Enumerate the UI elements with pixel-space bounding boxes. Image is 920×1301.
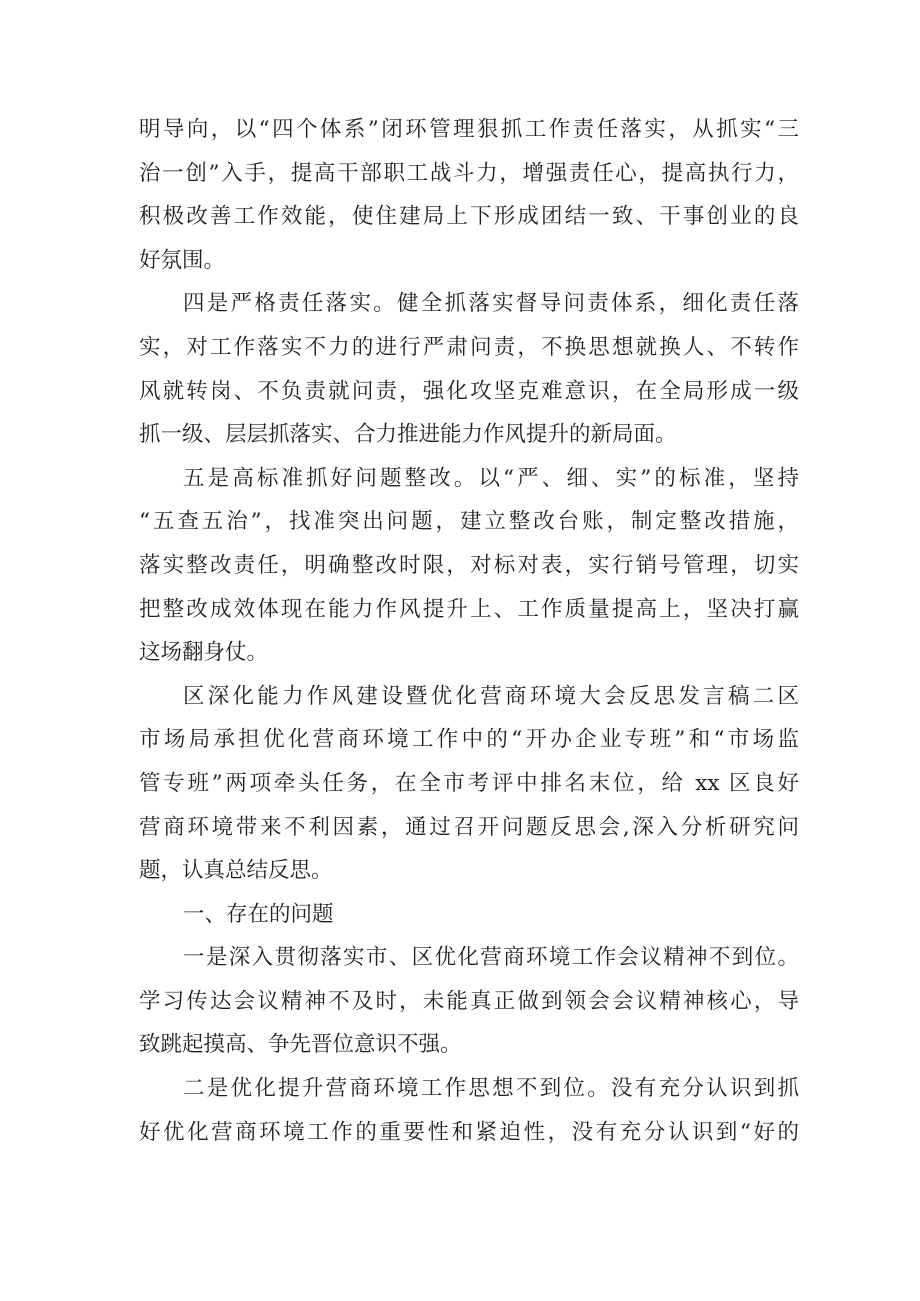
- paragraph: [139, 282, 799, 456]
- paragraph: [139, 675, 799, 893]
- text-line: 落实整改责任，明确整改时限，对标对表，实行销号管理，切实: [139, 552, 799, 578]
- text-line: 明导向，以“四个体系”闭环管理狠抓工作责任落实，从抓实“三: [139, 117, 799, 142]
- text-line: 五是高标准抓好问题整改。以“严、细、实”的标准，坚持: [183, 465, 799, 491]
- text-line: 治一创”入手，提高干部职工战斗力，增强责任心，提高执行力，: [139, 160, 799, 186]
- text-line: 四是严格责任落实。健全抓落实督导问责体系，细化责任落: [183, 291, 799, 317]
- paragraph: [139, 457, 799, 675]
- text-line: 积极改善工作效能，使住建局上下形成团结一致、干事创业的良: [139, 204, 799, 230]
- text-line: 好氛围。: [139, 247, 226, 273]
- text-line: “五查五治”，找准突出问题，建立整改台账，制定整改措施，: [139, 509, 799, 535]
- text-line: 学习传达会议精神不及时，未能真正做到领会会议精神核心，导: [139, 988, 799, 1014]
- paragraph: [139, 108, 799, 282]
- text-line: 风就转岗、不负责就问责，强化攻坚克难意识，在全局形成一级: [139, 378, 799, 404]
- text-line: 实，对工作落实不力的进行严肃问责，不换思想就换人、不转作: [139, 334, 799, 360]
- text-line: 区深化能力作风建设暨优化营商环境大会反思发言稿二区: [183, 683, 799, 709]
- text-line: 管专班”两项牵头任务，在全市考评中排名末位，给 xx 区良好: [139, 770, 799, 796]
- heading-text: 一、存在的问题: [183, 901, 334, 927]
- text-line: 二是优化提升营商环境工作思想不到位。没有充分认识到抓: [183, 1076, 799, 1102]
- text-line: 这场翻身仗。: [139, 640, 269, 666]
- text-line: 市场局承担优化营商环境工作中的“开办企业专班”和“市场监: [139, 727, 799, 753]
- text-line: 把整改成效体现在能力作风提升上、工作质量提高上，坚决打赢: [139, 596, 799, 622]
- text-line: 致跳起摸高、争先晋位意识不强。: [139, 1032, 462, 1058]
- text-line: 营商环境带来不利因素，通过召开问题反思会,深入分析研究问: [139, 814, 799, 840]
- text-line: 好优化营商环境工作的重要性和紧迫性，没有充分认识到“好的: [139, 1119, 799, 1145]
- text-line: 题，认真总结反思。: [139, 858, 333, 884]
- paragraph: [139, 1067, 799, 1154]
- section-heading: [139, 893, 799, 937]
- text-line: 一是深入贯彻落实市、区优化营商环境工作会议精神不到位。: [183, 945, 799, 971]
- document-body: [139, 108, 799, 1154]
- text-line: 抓一级、层层抓落实、合力推进能力作风提升的新局面。: [139, 422, 677, 448]
- paragraph: [139, 936, 799, 1067]
